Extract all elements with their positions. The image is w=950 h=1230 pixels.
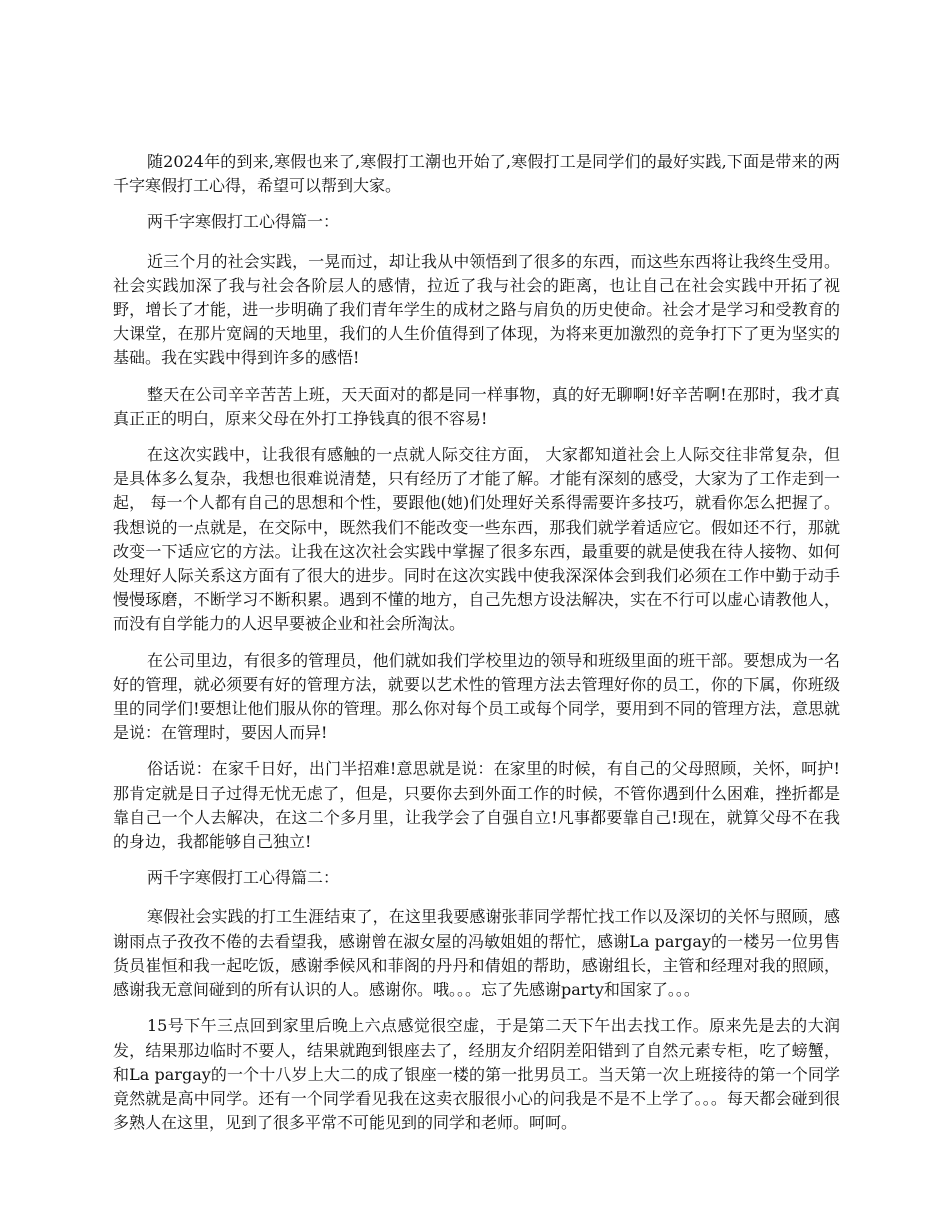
section-heading-1: 两千字寒假打工心得篇一： [147, 212, 340, 232]
paragraph-5: 俗话说：在家千日好，出门半招难!意思就是说：在家里的时候，有自己的父母照顾，关怀，呵护!那肯定就是日子过得无忧无虑了，但是，只要你去到外面工作的时候，不管你遇到什么困难，挫折都是靠自己一个人去解决，在这二个多月里，让我学会了自强自立!凡事都要靠自己!现在，就算父母不在我的身边，我都能够自己独立! [113, 759, 840, 852]
section-heading-2: 两千字寒假打工心得篇二： [147, 868, 340, 888]
paragraph-4: 在公司里边，有很多的管理员，他们就如我们学校里边的领导和班级里面的班干部。要想成为一名好的管理，就必须要有好的管理方法，就要以艺术性的管理方法去管理好你的员工，你的下属，你班级里的同学们!要想让他们服从你的管理。那么你对每个员工或每个同学，要用到不同的管理方法，意思就是说：在管理时，要因人而异! [113, 650, 840, 743]
document-body [113, 150, 840, 1147]
paragraph-6: 寒假社会实践的打工生涯结束了，在这里我要感谢张菲同学帮忙找工作以及深切的关怀与照顾，感谢雨点子孜孜不倦的去看望我，感谢曾在淑女屋的冯敏姐姐的帮忙，感谢La pargay的一楼另一位男售货员崔恒和我一起吃饭，感谢季候风和菲阁的丹丹和倩姐的帮助，感谢组长，主管和经理对我的照顾，感谢我无意间碰到的所有认识的人。感谢你。哦。。。忘了先感谢party和国家了。。。 [113, 907, 840, 1000]
paragraph-7: 15号下午三点回到家里后晚上六点感觉很空虚，于是第二天下午出去找工作。原来先是去的大润发，结果那边临时不要人，结果就跑到银座去了，经朋友介绍阴差阳错到了自然元素专柜，吃了螃蟹，和La pargay的一个十八岁上大二的成了银座一楼的第一批男员工。当天第一次上班接待的第一个同学竟然就是高中同学。还有一个同学看见我在这卖衣服很小心的问我是不是不上学了。。。每天都会碰到很多熟人在这里，见到了很多平常不可能见到的同学和老师。呵呵。 [113, 1016, 840, 1133]
paragraph-1: 近三个月的社会实践，一晃而过，却让我从中领悟到了很多的东西，而这些东西将让我终生受用。社会实践加深了我与社会各阶层人的感情，拉近了我与社会的距离，也让自己在社会实践中开拓了视野，增长了才能，进一步明确了我们青年学生的成材之路与肩负的历史使命。社会才是学习和受教育的大课堂，在那片宽阔的天地里，我们的人生价值得到了体现，为将来更加激烈的竞争打下了更为坚实的基础。我在实践中得到许多的感悟! [113, 251, 840, 368]
paragraph-3: 在这次实践中，让我很有感触的一点就人际交往方面， 大家都知道社会上人际交往非常复杂，但是具体多么复杂，我想也很难说清楚，只有经历了才能了解。才能有深刻的感受，大家为了工作走到一起， 每一个人都有自己的思想和个性，要跟他(她)们处理好关系得需要许多技巧，就看你怎么把握了。我想说的一点就是，在交际中，既然我们不能改变一些东西，那我们就学着适应它。假如还不行，那就改变一下适应它的方法。让我在这次社会实践中掌握了很多东西，最重要的就是使我在待人接物、如何处理好人际关系这方面有了很大的进步。同时在这次实践中使我深深体会到我们必须在工作中勤于动手慢慢琢磨，不断学习不断积累。遇到不懂的地方，自己先想方设法解决，实在不行可以虚心请教他人，而没有自学能力的人迟早要被企业和社会所淘汰。 [113, 445, 840, 634]
paragraph-2: 整天在公司辛辛苦苦上班，天天面对的都是同一样事物，真的好无聊啊!好辛苦啊!在那时，我才真真正正的明白，原来父母在外打工挣钱真的很不容易! [113, 384, 840, 428]
intro-paragraph: 随2024年的到来,寒假也来了,寒假打工潮也开始了,寒假打工是同学们的最好实践,下面是带来的两千字寒假打工心得，希望可以帮到大家。 [113, 152, 840, 196]
